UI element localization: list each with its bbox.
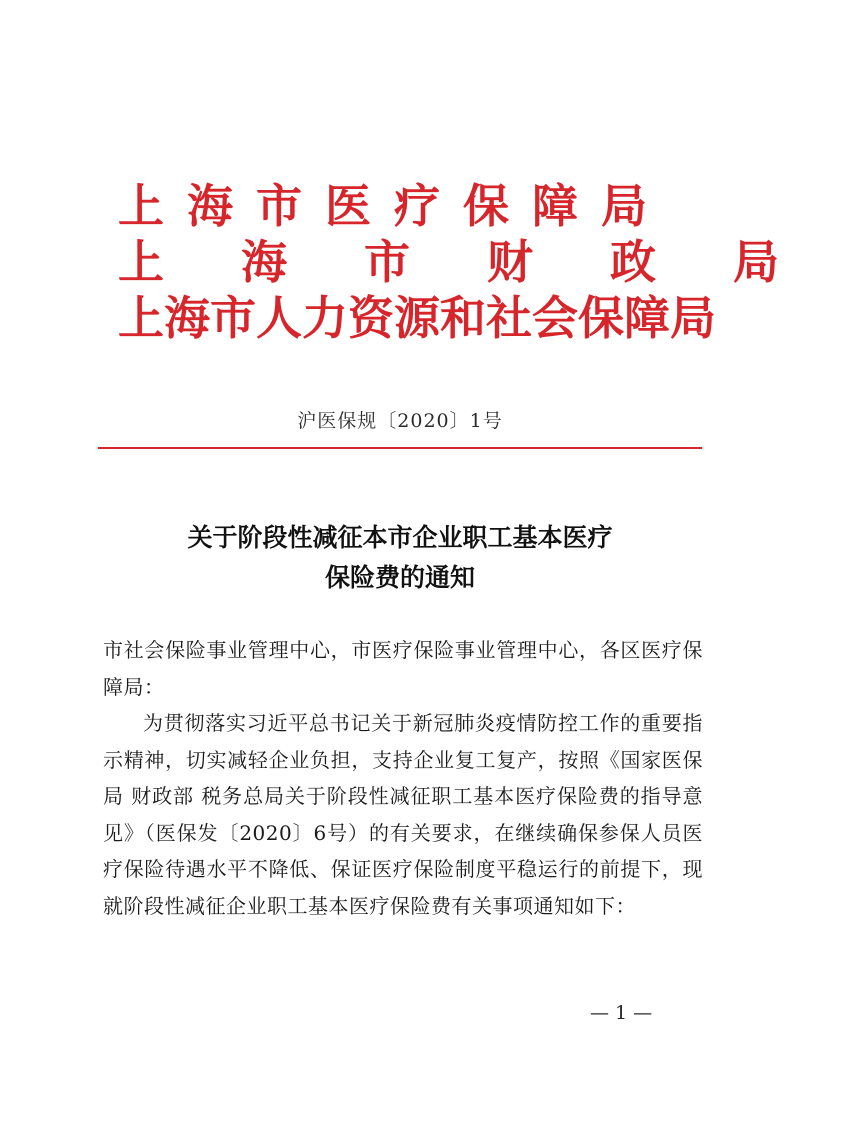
document-number: 沪医保规〔2020〕1号 bbox=[297, 410, 503, 432]
title-line-2: 保险费的通知 bbox=[324, 563, 475, 592]
red-divider-line bbox=[98, 447, 702, 449]
page-number: — 1 — bbox=[590, 1002, 653, 1024]
issuer-finance-bureau: 上海市财政局 bbox=[118, 235, 856, 289]
document-title bbox=[0, 518, 800, 598]
addressee: 市社会保险事业管理中心，市医疗保险事业管理中心，各区医疗保障局： bbox=[103, 638, 703, 699]
document-body bbox=[103, 632, 703, 924]
title-line-1: 关于阶段性减征本市企业职工基本医疗 bbox=[187, 523, 613, 552]
issuer-medical-security-bureau: 上海市医疗保障局 bbox=[118, 179, 670, 233]
body-paragraph: 为贯彻落实习近平总书记关于新冠肺炎疫情防控工作的重要指示精神，切实减轻企业负担，支持企业复工复产，按照《国家医保局 财政部 税务总局关于阶段性减征职工基本医疗保险费的指导意见》（医保发〔2020〕6号）的有关要求，在继续确保参保人员医疗保险待遇水平不降低、保证医疗保险制度平稳运行的前提下，现就阶段性减征企业职工基本医疗保险费有关事项通知如下： bbox=[103, 711, 703, 918]
issuer-human-resources-bureau: 上海市人力资源和社会保障局 bbox=[118, 291, 716, 345]
issuing-authorities bbox=[118, 178, 856, 346]
